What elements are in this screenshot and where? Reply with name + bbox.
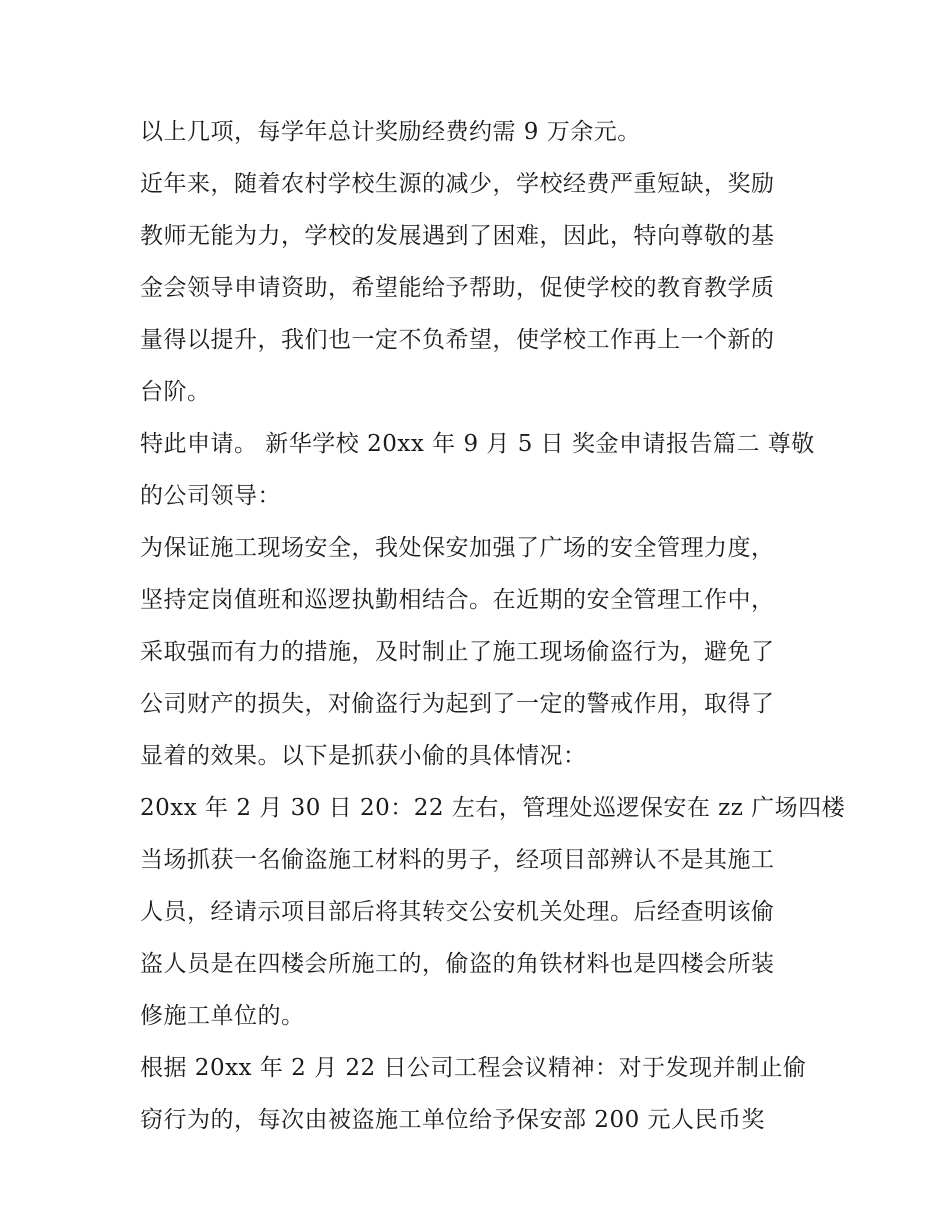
text-line: 公司财产的损失，对偷盗行为起到了一定的警戒作用，取得了 <box>140 691 775 717</box>
text-line: 金会领导申请资助，希望能给予帮助，促使学校的教育教学质 <box>140 275 775 301</box>
text-line: 近年来，随着农村学校生源的减少，学校经费严重短缺，奖励 <box>140 171 775 197</box>
text-line: 特此申请。 新华学校 20xx 年 9 月 5 日 奖金申请报告篇二 尊敬 <box>140 431 815 457</box>
text-line: 采取强而有力的措施，及时制止了施工现场偷盗行为，避免了 <box>140 639 775 665</box>
text-line: 的公司领导： <box>140 483 281 509</box>
document-body <box>140 106 846 1146</box>
text-line: 人员，经请示项目部后将其转交公安机关处理。后经查明该偷 <box>140 899 775 925</box>
text-line: 当场抓获一名偷盗施工材料的男子，经项目部辨认不是其施工 <box>140 847 775 873</box>
text-line: 窃行为的，每次由被盗施工单位给予保安部 200 元人民币奖 <box>140 1107 766 1133</box>
text-line: 坚持定岗值班和巡逻执勤相结合。在近期的安全管理工作中， <box>140 587 775 613</box>
text-line: 为保证施工现场安全，我处保安加强了广场的安全管理力度， <box>140 535 775 561</box>
text-line: 显着的效果。以下是抓获小偷的具体情况： <box>140 743 587 769</box>
text-line: 20xx 年 2 月 30 日 20：22 左右，管理处巡逻保安在 zz 广场四楼 <box>140 795 846 821</box>
text-line: 盗人员是在四楼会所施工的，偷盗的角铁材料也是四楼会所装 <box>140 951 775 977</box>
text-line: 修施工单位的。 <box>140 1003 305 1029</box>
text-line: 教师无能为力，学校的发展遇到了困难，因此，特向尊敬的基 <box>140 223 775 249</box>
text-line: 以上几项，每学年总计奖励经费约需 9 万余元。 <box>140 119 641 145</box>
text-line: 根据 20xx 年 2 月 22 日公司工程会议精神：对于发现并制止偷 <box>140 1055 807 1081</box>
text-line: 台阶。 <box>140 379 211 405</box>
text-line: 量得以提升，我们也一定不负希望，使学校工作再上一个新的 <box>140 327 775 353</box>
